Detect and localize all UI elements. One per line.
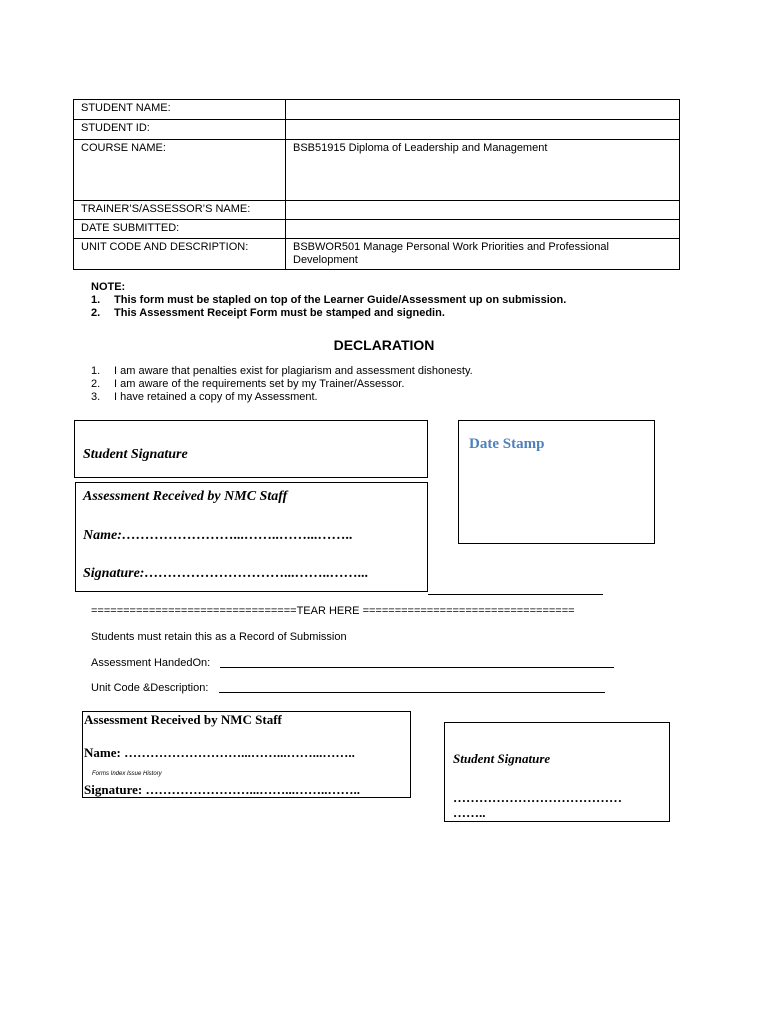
note-item-text: This form must be stapled on top of the Learner Guide/Assessment up on submission. — [114, 294, 567, 306]
table-row — [74, 100, 680, 120]
handed-on-field[interactable] — [220, 667, 614, 668]
table-row — [74, 120, 680, 140]
staff-signature-line[interactable]: Signature:…………………………...……..……... — [83, 566, 369, 581]
note-item-text: This Assessment Receipt Form must be stamped and signedin. — [114, 307, 445, 319]
tear-here-line: ================================TEAR HERE ================================= — [91, 605, 575, 617]
student-signature-box[interactable] — [74, 420, 428, 478]
declaration-item-text: I am aware that penalties exist for plagiarism and assessment dishonesty. — [114, 365, 473, 377]
note-list — [91, 294, 651, 320]
unit-code-label: UNIT CODE AND DESCRIPTION: — [74, 239, 286, 270]
nmc-received-title: Assessment Received by NMC Staff — [83, 489, 288, 504]
declaration-item-text: I am aware of the requirements set by my Trainer/Assessor. — [114, 378, 405, 390]
date-submitted-label: DATE SUBMITTED: — [74, 220, 286, 239]
table-row — [74, 201, 680, 220]
table-row — [74, 140, 680, 201]
list-item — [91, 378, 651, 391]
date-stamp-box — [458, 420, 655, 544]
date-stamp-label: Date Stamp — [469, 436, 545, 452]
student-name-field[interactable] — [286, 100, 680, 120]
nmc-staff-box — [75, 482, 428, 592]
handed-on-label: Assessment HandedOn: — [91, 657, 211, 669]
declaration-list — [91, 365, 651, 404]
note-heading: NOTE: — [91, 281, 126, 293]
declaration-title: DECLARATION — [333, 337, 435, 353]
student-info-table — [73, 99, 680, 270]
lower-nmc-staff-box — [82, 711, 411, 798]
course-name-label: COURSE NAME: — [74, 140, 286, 201]
course-name-value: BSB51915 Diploma of Leadership and Management — [286, 140, 680, 201]
student-id-label: STUDENT ID: — [74, 120, 286, 140]
forms-index-text: Forms Index Issue History — [92, 771, 162, 777]
declaration-item-number: 1. — [91, 365, 101, 377]
unit-code-description-label: Unit Code &Description: — [91, 682, 209, 694]
declaration-item-number: 2. — [91, 378, 101, 390]
trainer-name-label: TRAINER’S/ASSESSOR’S NAME: — [74, 201, 286, 220]
unit-code-description-field[interactable] — [219, 692, 605, 693]
student-name-label: STUDENT NAME: — [74, 100, 286, 120]
lower-student-signature-box[interactable] — [444, 722, 670, 822]
signature-dots-line-2: …….. — [453, 805, 486, 820]
list-item — [91, 365, 651, 378]
unit-code-value: BSBWOR501 Manage Personal Work Priorities and Professional Development — [286, 239, 680, 270]
declaration-item-number: 3. — [91, 391, 101, 403]
lower-staff-name-line[interactable]: Name: ………………………...……...……...…….. — [84, 745, 355, 760]
date-submitted-field[interactable] — [286, 220, 680, 239]
table-row — [74, 220, 680, 239]
list-item — [91, 391, 651, 404]
retain-record-text: Students must retain this as a Record of Submission — [91, 631, 347, 643]
divider-line — [428, 594, 603, 595]
trainer-name-field[interactable] — [286, 201, 680, 220]
lower-staff-signature-line[interactable]: Signature: ……………………...……...……..…….. — [84, 782, 361, 797]
staff-name-line[interactable]: Name:……………………...……..……...…….. — [83, 528, 353, 543]
student-id-field[interactable] — [286, 120, 680, 140]
note-item-number: 2. — [91, 307, 101, 319]
list-item — [91, 307, 651, 320]
lower-nmc-received-title: Assessment Received by NMC Staff — [84, 712, 282, 727]
list-item — [91, 294, 651, 307]
table-row — [74, 239, 680, 270]
note-item-number: 1. — [91, 294, 101, 306]
signature-dots-line: ………………………………… — [453, 790, 622, 805]
declaration-item-text: I have retained a copy of my Assessment. — [114, 391, 318, 403]
lower-student-signature-label: Student Signature — [453, 751, 551, 766]
student-signature-label: Student Signature — [83, 447, 188, 462]
